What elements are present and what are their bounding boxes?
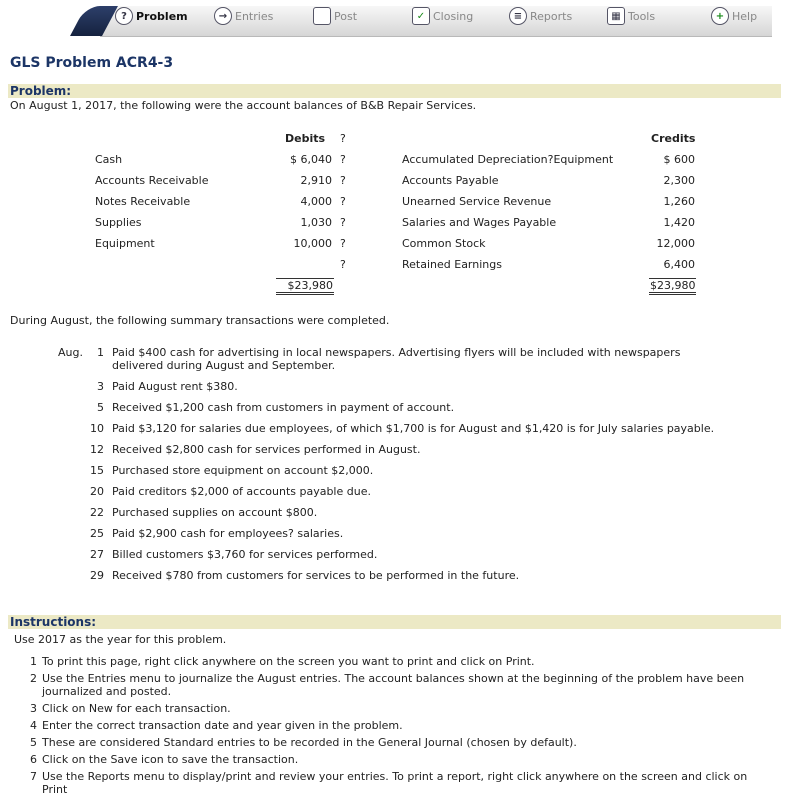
credit-account: Accounts Payable	[402, 174, 499, 187]
instruction-text: Enter the correct transaction date and year given in the problem.	[42, 719, 403, 732]
reports-menu[interactable]	[509, 7, 572, 25]
credit-account: Accumulated Depreciation?Equipment	[402, 153, 614, 166]
question-icon: ?	[115, 7, 133, 25]
transaction-day: 12	[90, 443, 104, 456]
debit-total: $23,980	[276, 278, 334, 295]
debit-account: Supplies	[95, 216, 142, 229]
credits-header: Credits	[651, 132, 696, 145]
instruction-number: 7	[30, 770, 37, 783]
page-title: GLS Problem ACR4-3	[10, 55, 174, 71]
transaction-text: Purchased supplies on account $800.	[112, 506, 318, 519]
transaction-text: Purchased store equipment on account $2,000.	[112, 464, 374, 477]
help-menu[interactable]	[711, 7, 757, 25]
credit-amount: 12,000	[656, 237, 695, 250]
instruction-text: Click on New for each transaction.	[42, 702, 231, 715]
debit-amount: 4,000	[300, 195, 332, 208]
transaction-text: Received $2,800 cash for services performed in August.	[112, 443, 421, 456]
during-text: During August, the following summary transactions were completed.	[10, 314, 390, 327]
instruction-number: 4	[30, 719, 37, 732]
instruction-number: 2	[30, 672, 37, 685]
debit-account: Cash	[95, 153, 123, 166]
transaction-day: 22	[90, 506, 104, 519]
debits-header-q: ?	[340, 132, 346, 145]
post-menu-label: Post	[334, 9, 358, 23]
transaction-day: 5	[97, 401, 104, 414]
transaction-text: Paid August rent $380.	[112, 380, 238, 393]
transaction-day: 3	[97, 380, 104, 393]
problem-menu[interactable]	[115, 7, 188, 25]
tools-menu-label: Tools	[628, 9, 656, 23]
instruction-text: Use the Reports menu to display/print and review your entries. To print a report, right click anywhere on the screen and click on Print	[42, 770, 748, 796]
debits-header: Debits	[285, 132, 326, 145]
debit-account: Accounts Receivable	[95, 174, 209, 187]
credit-amount: 6,400	[663, 258, 695, 271]
problem-menu-label: Problem	[136, 9, 188, 23]
help-menu-label: Help	[732, 9, 758, 23]
debit-account: Equipment	[95, 237, 155, 250]
transaction-text: Billed customers $3,760 for services performed.	[112, 548, 378, 561]
instruction-number: 3	[30, 702, 37, 715]
transaction-text: Paid $2,900 cash for employees? salaries.	[112, 527, 344, 540]
debit-amount: 1,030	[300, 216, 332, 229]
instruction-item	[30, 770, 770, 798]
debit-q: ?	[340, 174, 346, 187]
debit-amount: 10,000	[293, 237, 332, 250]
transaction-text: Received $780 from customers for services to be performed in the future.	[112, 569, 520, 582]
instructions-heading: Instructions:	[8, 615, 781, 629]
closing-menu[interactable]	[412, 7, 473, 25]
tools-menu[interactable]	[607, 7, 655, 25]
credit-amount: 1,420	[663, 216, 695, 229]
problem-intro: On August 1, 2017, the following were the account balances of B&B Repair Services.	[10, 99, 477, 112]
credit-account: Retained Earnings	[402, 258, 502, 271]
transaction-day: 27	[90, 548, 104, 561]
plus-icon: +	[711, 7, 729, 25]
problem-heading: Problem:	[8, 84, 781, 98]
debit-account: Notes Receivable	[95, 195, 191, 208]
post-menu[interactable]	[313, 7, 357, 25]
debit-q: ?	[340, 153, 346, 166]
transaction-text: Paid $3,120 for salaries due employees, of which $1,700 is for August and $1,420 is for July salaries payable.	[112, 422, 715, 435]
instruction-text: Click on the Save icon to save the transaction.	[42, 753, 299, 766]
credit-amount: 2,300	[663, 174, 695, 187]
transaction-day: 20	[90, 485, 104, 498]
transaction-day: 25	[90, 527, 104, 540]
reports-menu-label: Reports	[530, 9, 573, 23]
toolbar-edge	[70, 6, 118, 36]
credit-amount: 1,260	[663, 195, 695, 208]
transaction-day: 15	[90, 464, 104, 477]
transaction-text: Received $1,200 cash from customers in payment of account.	[112, 401, 455, 414]
instructions-intro: Use 2017 as the year for this problem.	[14, 633, 227, 646]
debit-q: ?	[340, 237, 346, 250]
folder-icon	[313, 7, 331, 25]
instruction-text: Use the Entries menu to journalize the August entries. The account balances shown at the beginning of the problem have been journalized and posted.	[42, 672, 745, 698]
credit-account: Salaries and Wages Payable	[402, 216, 557, 229]
transaction-text: Paid $400 cash for advertising in local newspapers. Advertising flyers will be included with newspapers delivered during August and September.	[112, 346, 681, 372]
entries-menu[interactable]	[214, 7, 273, 25]
transaction-text: Paid creditors $2,000 of accounts payable due.	[112, 485, 371, 498]
checkmark-icon: ✓	[412, 7, 430, 25]
instruction-text: These are considered Standard entries to be recorded in the General Journal (chosen by default).	[42, 736, 577, 749]
instruction-number: 5	[30, 736, 37, 749]
credit-total: $23,980	[649, 278, 696, 295]
debit-amount: $ 6,040	[290, 153, 332, 166]
instruction-number: 6	[30, 753, 37, 766]
closing-menu-label: Closing	[433, 9, 474, 23]
entries-menu-label: Entries	[235, 9, 274, 23]
instruction-text: To print this page, right click anywhere on the screen you want to print and click on Print.	[42, 655, 535, 668]
debit-q: ?	[340, 216, 346, 229]
transaction-day: 1	[97, 346, 104, 359]
transaction-row	[90, 346, 730, 374]
debit-q: ?	[340, 258, 346, 271]
month-label: Aug.	[58, 346, 83, 359]
debit-q: ?	[340, 195, 346, 208]
report-icon: ≡	[509, 7, 527, 25]
credit-account: Common Stock	[402, 237, 486, 250]
debit-amount: 2,910	[300, 174, 332, 187]
credit-amount: $ 600	[663, 153, 695, 166]
calculator-icon: ▦	[607, 7, 625, 25]
transaction-day: 10	[90, 422, 104, 435]
credit-account: Unearned Service Revenue	[402, 195, 552, 208]
instruction-number: 1	[30, 655, 37, 668]
arrow-icon: →	[214, 7, 232, 25]
transaction-day: 29	[90, 569, 104, 582]
